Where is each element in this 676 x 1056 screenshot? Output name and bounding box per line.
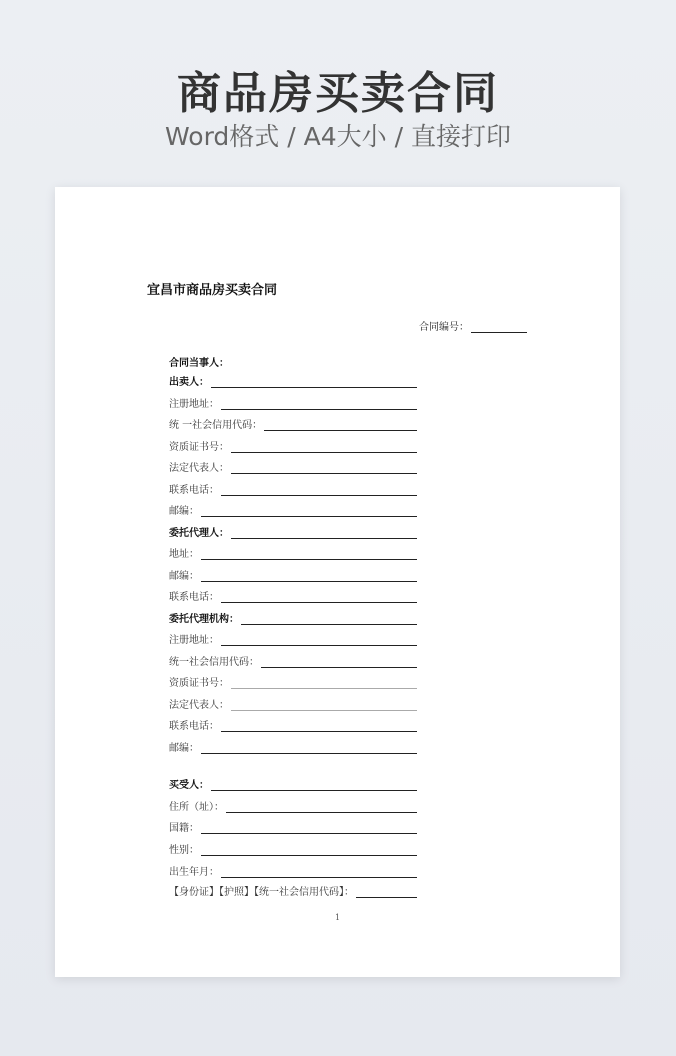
- form-field-blank: [201, 741, 417, 754]
- form-field-label: 住所（址）：: [169, 801, 224, 813]
- form-field-blank: [231, 440, 417, 453]
- form-field-blank: [241, 612, 417, 625]
- form-field-label: 法定代表人：: [169, 463, 229, 474]
- form-field-blank: [221, 483, 417, 496]
- form-field-label: 性别：: [169, 845, 199, 857]
- form-field-label: 国籍：: [169, 823, 199, 835]
- form-field-label: 邮编：: [169, 570, 199, 582]
- form-field-row: [169, 611, 417, 625]
- form-field-label: 地址：: [169, 549, 199, 560]
- form-field-blank: [221, 865, 417, 878]
- form-field-row: [169, 697, 417, 711]
- id-type-field: [169, 884, 417, 898]
- form-field-row: [169, 740, 417, 754]
- form-field-row: [169, 632, 417, 646]
- form-field-row: [169, 589, 417, 603]
- form-field-row: [169, 460, 417, 474]
- form-field-blank: [231, 698, 417, 711]
- page-number: 1: [334, 913, 341, 922]
- id-type-blank: [356, 885, 417, 898]
- banner-subtitle: Word格式 / A4大小 / 直接打印: [165, 122, 511, 151]
- form-field-label: 统 一社会信用代码：: [169, 420, 263, 431]
- form-field-blank: [264, 418, 417, 431]
- form-field-blank: [211, 778, 417, 791]
- form-field-row: [169, 417, 417, 431]
- form-field-row: [169, 675, 417, 689]
- form-field-row: [169, 718, 417, 732]
- form-field-label: 委托代理机构：: [169, 613, 239, 625]
- id-type-label: 【身份证】【护照】【统一社会信用代码】：: [169, 887, 354, 898]
- form-field-blank: [226, 800, 417, 813]
- form-field-label: 出生年月：: [169, 866, 219, 878]
- form-field-label: 联系电话：: [169, 592, 219, 603]
- form-field-blank: [221, 719, 417, 732]
- form-field-row: [169, 374, 417, 388]
- form-field-row: [169, 503, 417, 517]
- form-field-row: [169, 799, 417, 813]
- document-page: [55, 187, 620, 977]
- form-field-row: [169, 568, 417, 582]
- document-title: 宜昌市商品房买卖合同: [147, 283, 278, 298]
- form-field-label: 出卖人：: [169, 377, 209, 388]
- form-field-blank: [201, 843, 417, 856]
- form-field-row: [169, 777, 417, 791]
- form-field-blank: [221, 397, 417, 410]
- contract-number-label: 合同编号：: [419, 322, 469, 333]
- form-field-label: 邮编：: [169, 506, 199, 517]
- form-field-blank: [221, 633, 417, 646]
- form-field-row: [169, 864, 417, 878]
- form-field-row: [169, 546, 417, 560]
- form-field-label: 注册地址：: [169, 635, 219, 646]
- form-field-label: 法定代表人：: [169, 699, 229, 711]
- form-field-label: 联系电话：: [169, 721, 219, 732]
- form-field-label: 邮编：: [169, 742, 199, 754]
- form-field-blank: [221, 590, 417, 603]
- form-field-row: [169, 654, 417, 668]
- contract-number-field: [419, 318, 527, 333]
- form-field-label: 注册地址：: [169, 398, 219, 410]
- form-field-blank: [201, 569, 417, 582]
- form-field-label: 委托代理人：: [169, 527, 229, 539]
- form-field-row: [169, 482, 417, 496]
- form-field-blank: [261, 655, 417, 668]
- form-field-blank: [231, 526, 417, 539]
- parties-heading: 合同当事人：: [169, 358, 229, 369]
- form-field-row: [169, 820, 417, 834]
- form-field-label: 统一社会信用代码：: [169, 656, 259, 668]
- form-field-row: [169, 439, 417, 453]
- form-field-blank: [211, 375, 417, 388]
- form-field-label: 资质证书号：: [169, 678, 229, 689]
- form-field-blank: [231, 461, 417, 474]
- form-field-row: [169, 396, 417, 410]
- form-field-row: [169, 525, 417, 539]
- form-field-blank: [201, 821, 417, 834]
- banner-title: 商品房买卖合同: [177, 68, 499, 119]
- form-field-blank: [201, 504, 417, 517]
- form-field-label: 买受人：: [169, 780, 209, 791]
- form-field-blank: [231, 676, 417, 689]
- form-field-label: 联系电话：: [169, 484, 219, 496]
- form-field-blank: [201, 547, 417, 560]
- contract-number-blank: [471, 322, 527, 333]
- form-field-row: [169, 842, 417, 856]
- form-field-label: 资质证书号：: [169, 441, 229, 453]
